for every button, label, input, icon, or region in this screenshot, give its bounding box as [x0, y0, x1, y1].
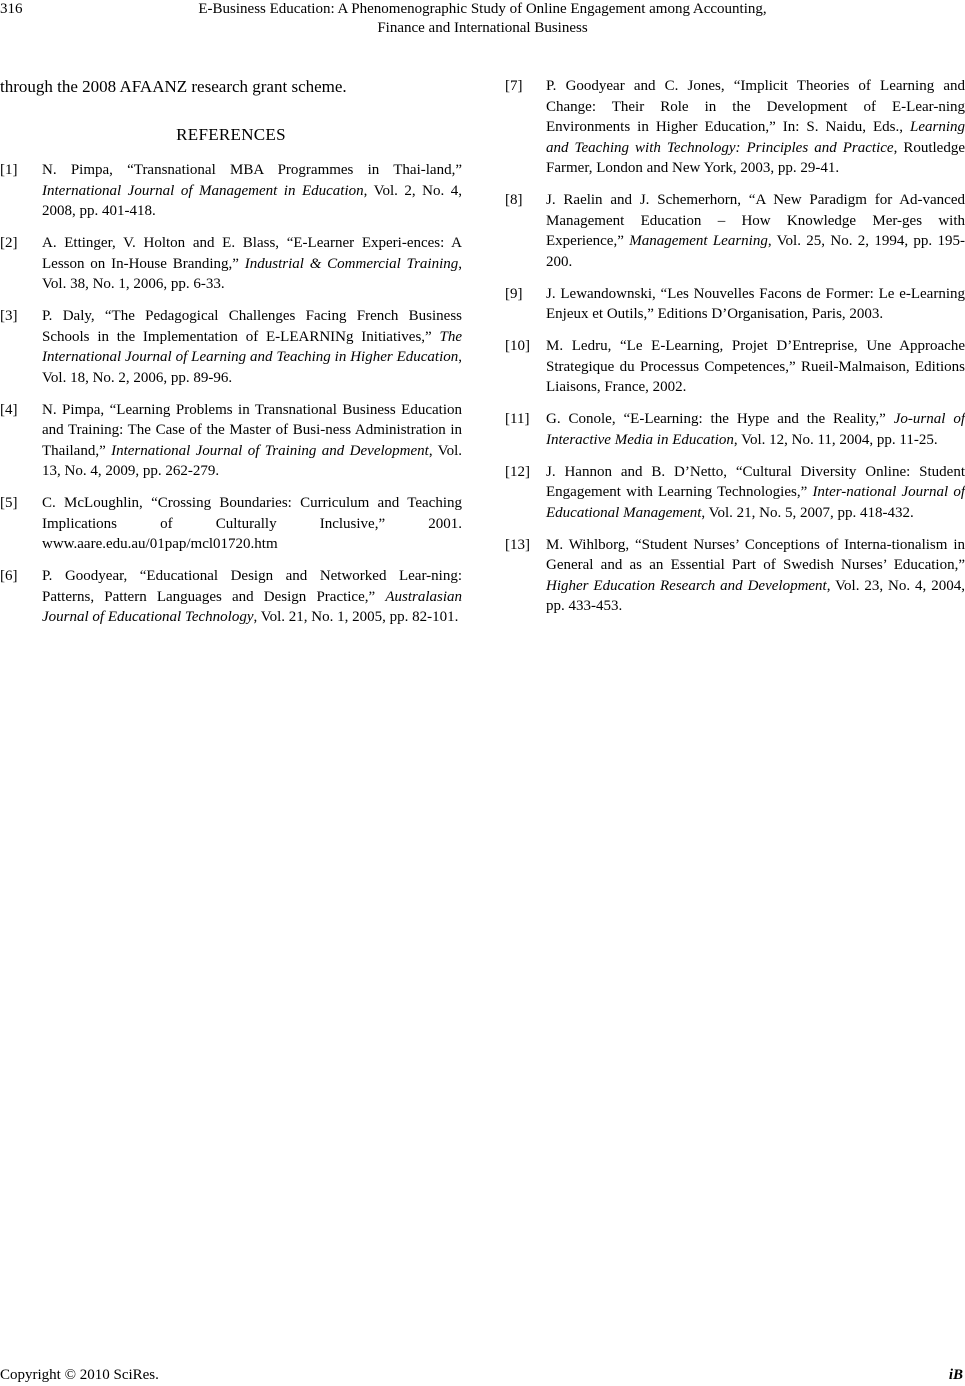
- left-column: [0, 76, 462, 639]
- reference-item: [505, 76, 965, 179]
- reference-number: [3]: [0, 308, 18, 324]
- reference-number: [1]: [0, 162, 18, 178]
- reference-text: N. Pimpa, “Transnational MBA Programmes in Thai-land,” International Journal of Management in Education, Vol. 2, No. 4, 2008, pp. 401-418.: [42, 162, 462, 219]
- reference-number: [2]: [0, 235, 18, 251]
- reference-number: [4]: [0, 401, 18, 418]
- reference-item: [505, 409, 965, 450]
- reference-item: [505, 190, 965, 272]
- reference-number: [13]: [505, 536, 530, 553]
- reference-text: P. Goodyear and C. Jones, “Implicit Theories of Learning and Change: Their Role in the Development of E-Lear-ning Environments in Higher Education,” In: S. Naidu, Eds., Learning and Teaching with Technology: Principles and Practice, Routledge Farmer, London and New York, 2003, pp. 29-41.: [546, 78, 965, 176]
- reference-text: M. Ledru, “Le E-Learning, Projet D’Entreprise, Une Approache Strategique du Processus Competences,” Rueil-Malmaison, Editions Liaisons, France, 2002.: [546, 338, 965, 395]
- reference-number: [9]: [505, 285, 523, 302]
- reference-item: [505, 284, 965, 325]
- reference-text: N. Pimpa, “Learning Problems in Transnational Business Education and Training: The Case of the Master of Busi-ness Administration in Thailand,” International Journal of Training and Development, Vol. 13, No. 4, 2009, pp. 262-279.: [42, 401, 463, 479]
- right-column: [505, 76, 965, 628]
- reference-item: [0, 306, 462, 388]
- journal-abbreviation: iB: [948, 1367, 963, 1383]
- reference-text: J. Lewandownski, “Les Nouvelles Facons de Former: Le e-Learning Enjeux et Outils,” Editions D’Organisation, Paris, 2003.: [546, 285, 965, 322]
- reference-text: P. Goodyear, “Educational Design and Networked Lear-ning: Patterns, Pattern Languages and Design Practice,” Australasian Journal of Educational Technology, Vol. 21, No. 1, 2005, pp. 82-101.: [42, 568, 462, 625]
- reference-text: J. Raelin and J. Schemerhorn, “A New Paradigm for Ad-vanced Management Education – How Knowledge Mer-ges with Experience,” Management Learning, Vol. 25, No. 2, 1994, pp. 195-200.: [546, 192, 965, 270]
- copyright-notice: Copyright © 2010 SciRes.: [0, 1367, 159, 1383]
- reference-item: [505, 535, 965, 617]
- reference-item: [0, 400, 462, 482]
- reference-text: M. Wihlborg, “Student Nurses’ Conceptions of Interna-tionalism in General and as an Essential Part of Swedish Nurses’ Education,” Higher Education Research and Development, Vol. 23, No. 4, 2004, pp. 433-453.: [546, 536, 965, 614]
- reference-text: G. Conole, “E-Learning: the Hype and the Reality,” Jo-urnal of Interactive Media in Education, Vol. 12, No. 11, 2004, pp. 11-25.: [546, 411, 965, 448]
- running-head: [100, 0, 865, 38]
- reference-number: [6]: [0, 568, 18, 584]
- reference-item: [505, 462, 965, 524]
- reference-text: P. Daly, “The Pedagogical Challenges Facing French Business Schools in the Implementation of E-LEARNINg Initiatives,” The International Journal of Learning and Teaching in Higher Education, Vol. 18, No. 2, 2006, pp. 89-96.: [42, 308, 462, 386]
- reference-text: A. Ettinger, V. Holton and E. Blass, “E-Learner Experi-ences: A Lesson on In-House Branding,” Industrial & Commercial Training, Vol. 38, No. 1, 2006, pp. 6-33.: [42, 235, 462, 292]
- reference-item: [0, 233, 462, 295]
- reference-text: J. Hannon and B. D’Netto, “Cultural Diversity Online: Student Engagement with Learning Technologies,” Inter-national Journal of Educational Management, Vol. 21, No. 5, 2007, pp. 418-432.: [546, 463, 965, 521]
- reference-number: [8]: [505, 192, 523, 208]
- running-head-line-2: Finance and International Business: [377, 20, 588, 36]
- reference-number: [11]: [505, 411, 530, 427]
- reference-number: [12]: [505, 463, 530, 480]
- page-number: 316: [0, 1, 23, 17]
- reference-text: C. McLoughlin, “Crossing Boundaries: Curriculum and Teaching Implications of Culturally Inclusive,” 2001. www.aare.edu.au/01pap/mcl01720.htm: [42, 495, 462, 552]
- reference-item: [505, 336, 965, 398]
- reference-number: [7]: [505, 78, 523, 94]
- intro-text: through the 2008 AFAANZ research grant scheme.: [0, 77, 347, 96]
- reference-item: [0, 160, 462, 222]
- reference-item: [0, 566, 462, 628]
- reference-number: [10]: [505, 338, 530, 354]
- reference-item: [0, 493, 462, 555]
- running-head-line-1: E-Business Education: A Phenomenographic Study of Online Engagement among Accounting,: [198, 1, 767, 17]
- references-heading: REFERENCES: [176, 125, 286, 144]
- reference-number: [5]: [0, 495, 18, 511]
